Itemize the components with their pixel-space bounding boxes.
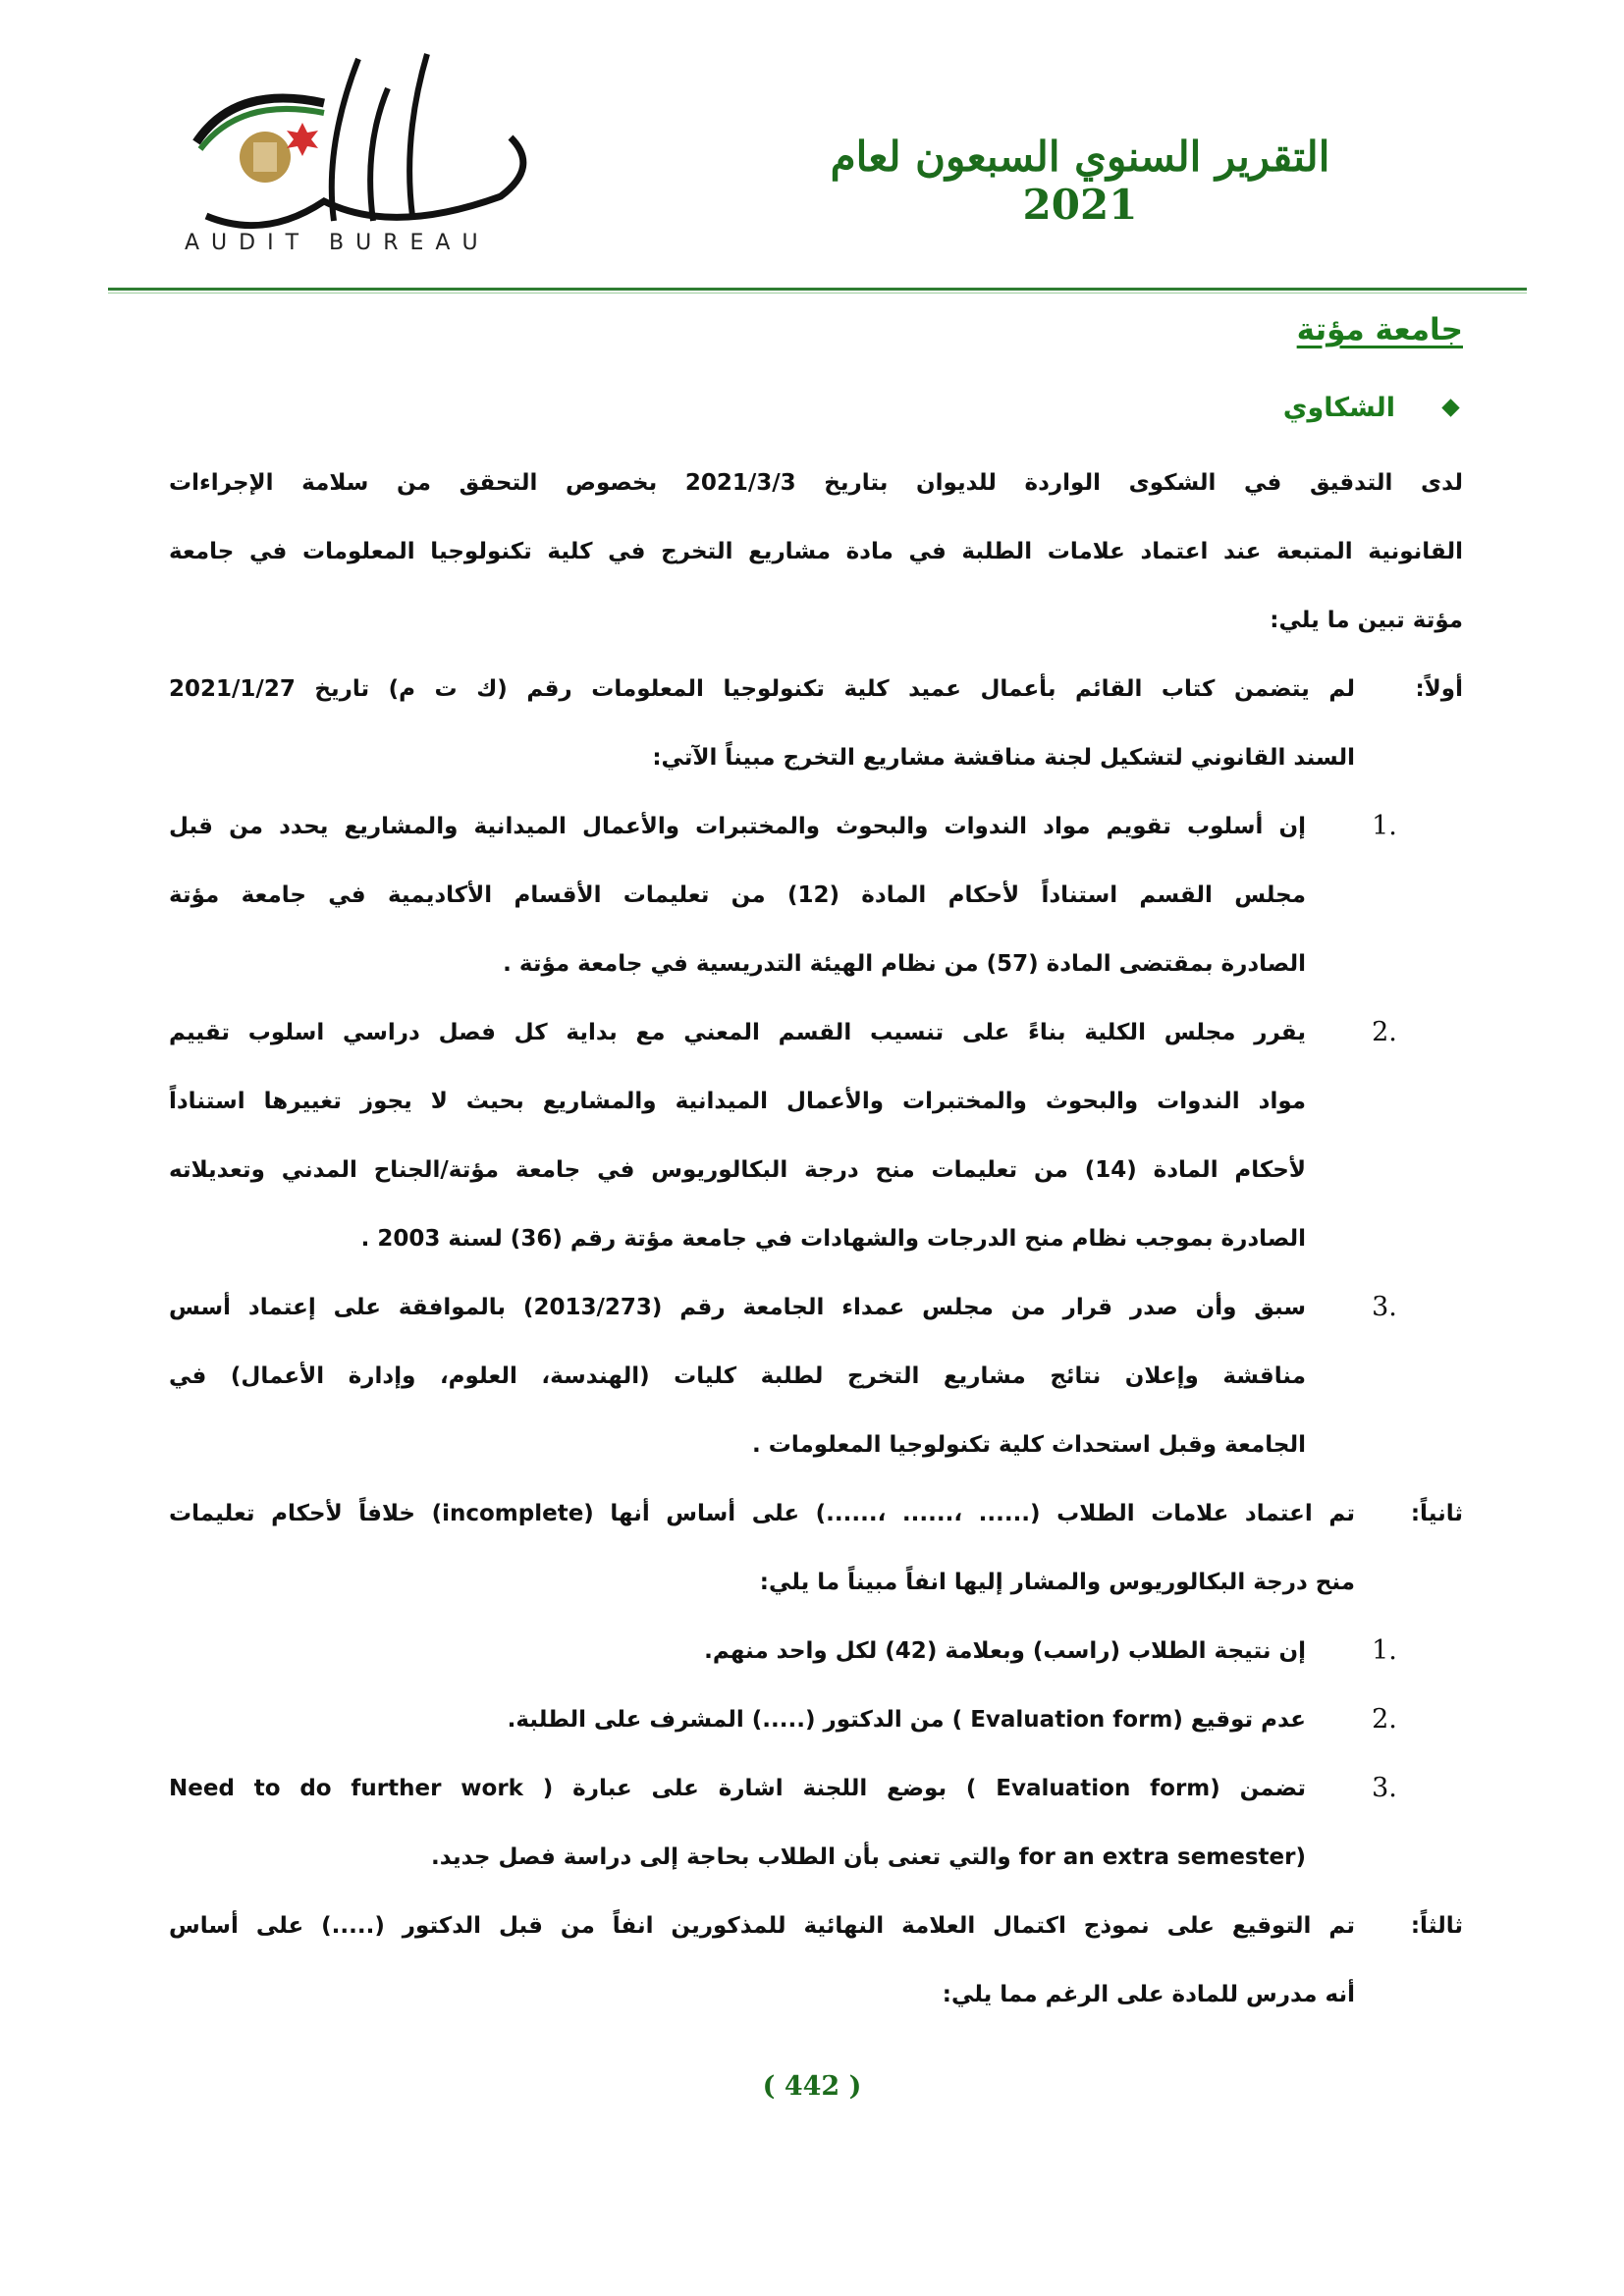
paragraph-line: أنه مدرس للمادة على الرغم مما يلي: bbox=[942, 1982, 1355, 2007]
item-line: إن أسلوب تقويم مواد الندوات والبحوث والمختبرات والأعمال الميدانية والمشاريع يحدد من قبل bbox=[169, 814, 1306, 839]
logo-english-text: AUDIT BUREAU bbox=[185, 231, 490, 255]
section-third bbox=[169, 1892, 1463, 2029]
section-label: ثالثاً: bbox=[1410, 1913, 1463, 1939]
header-divider bbox=[108, 288, 1527, 291]
section-second bbox=[169, 1479, 1463, 1617]
audit-bureau-logo bbox=[177, 29, 560, 265]
item-number: .3 bbox=[1372, 1292, 1397, 1322]
paragraph-line: منح درجة البكالوريوس والمشار إليها انفاً مبيناً ما يلي: bbox=[759, 1570, 1355, 1595]
item-line: سبق وأن صدر قرار من مجلس عمداء الجامعة رقم (2013/273) بالموافقة على إعتماد أسس bbox=[169, 1295, 1306, 1320]
paragraph-line: مؤتة تبين ما يلي: bbox=[1270, 608, 1463, 633]
university-heading: جامعة مؤتة bbox=[1296, 312, 1463, 347]
list-item bbox=[169, 792, 1463, 998]
list-item bbox=[169, 998, 1463, 1273]
report-title: التقرير السنوي السبعون لعام 2021 bbox=[830, 133, 1330, 229]
item-line: (for an extra semester والتي تعنى بأن الطلاب بحاجة إلى دراسة فصل جديد. bbox=[430, 1844, 1306, 1870]
item-number: .3 bbox=[1372, 1773, 1397, 1803]
item-line: عدم توقيع (Evaluation form ) من الدكتور (.....) المشرف على الطلبة. bbox=[507, 1707, 1306, 1733]
section-label: أولاً: bbox=[1415, 676, 1463, 702]
item-line: الصادرة بموجب نظام منح الدرجات والشهادات في جامعة مؤتة رقم (36) لسنة 2003 . bbox=[360, 1226, 1306, 1252]
complaints-heading bbox=[1283, 393, 1463, 423]
item-line: تضمن (Evaluation form ) بوضع اللجنة اشارة على عبارة ( Need to do further work bbox=[169, 1776, 1307, 1801]
paragraph-line: تم اعتماد علامات الطلاب (...... ،...... ،......) على أساس أنها (incomplete) خلافاً لأحكام تعليمات bbox=[169, 1501, 1356, 1526]
document-body bbox=[169, 449, 1463, 2029]
paragraph-line: السند القانوني لتشكيل لجنة مناقشة مشاريع التخرج مبيناً الآتي: bbox=[652, 745, 1355, 771]
list-item bbox=[169, 1754, 1463, 1892]
item-line: يقرر مجلس الكلية بناءً على تنسيب القسم المعني مع بداية كل فصل دراسي اسلوب تقييم bbox=[169, 1020, 1306, 1045]
list-item bbox=[169, 1273, 1463, 1479]
complaints-heading-label: الشكاوي bbox=[1282, 393, 1395, 423]
item-number: .2 bbox=[1372, 1704, 1397, 1735]
item-line: مجلس القسم استناداً لأحكام المادة (12) من تعليمات الأقسام الأكاديمية في جامعة مؤتة bbox=[169, 882, 1306, 908]
paragraph-line: تم التوقيع على نموذج اكتمال العلامة النهائية للمذكورين انفاً من قبل الدكتور (.....) على أساس bbox=[169, 1913, 1355, 1939]
item-line: الجامعة وقبل استحداث كلية تكنولوجيا المعلومات . bbox=[751, 1432, 1306, 1458]
paragraph-line: القانونية المتبعة عند اعتماد علامات الطلبة في مادة مشاريع التخرج في كلية تكنولوجيا المعلومات في جامعة bbox=[169, 539, 1463, 564]
paragraph-line: لدى التدقيق في الشكوى الواردة للديوان بتاريخ 2021/3/3 بخصوص التحقق من سلامة الإجراءات bbox=[169, 470, 1463, 496]
page-number: ( 442 ) bbox=[762, 2071, 862, 2102]
list-item bbox=[169, 1617, 1463, 1685]
section-first bbox=[169, 655, 1463, 792]
item-number: .1 bbox=[1372, 811, 1397, 841]
header-divider-thin bbox=[108, 293, 1527, 294]
item-number: .2 bbox=[1372, 1017, 1397, 1047]
item-line: إن نتيجة الطلاب (راسب) وبعلامة (42) لكل واحد منهم. bbox=[704, 1638, 1306, 1664]
item-line: مواد الندوات والبحوث والمختبرات والأعمال الميدانية والمشاريع بحيث لا يجوز تغييرها استناداً bbox=[169, 1089, 1306, 1114]
diamond-bullet-icon bbox=[1441, 399, 1459, 416]
list-item bbox=[169, 1685, 1463, 1754]
section-label: ثانياً: bbox=[1410, 1501, 1463, 1526]
item-line: مناقشة وإعلان نتائج مشاريع التخرج لطلبة كليات (الهندسة، العلوم، وإدارة الأعمال) في bbox=[169, 1363, 1306, 1389]
intro-paragraph bbox=[169, 449, 1463, 655]
item-number: .1 bbox=[1372, 1635, 1397, 1666]
paragraph-line: لم يتضمن كتاب القائم بأعمال عميد كلية تكنولوجيا المعلومات رقم (ك ت م) تاريخ 2021/1/27 bbox=[169, 676, 1355, 702]
item-line: الصادرة بمقتضى المادة (57) من نظام الهيئة التدريسية في جامعة مؤتة . bbox=[503, 951, 1306, 977]
item-line: لأحكام المادة (14) من تعليمات منح درجة البكالوريوس في جامعة مؤتة/الجناح المدني وتعديلاته bbox=[169, 1157, 1306, 1183]
